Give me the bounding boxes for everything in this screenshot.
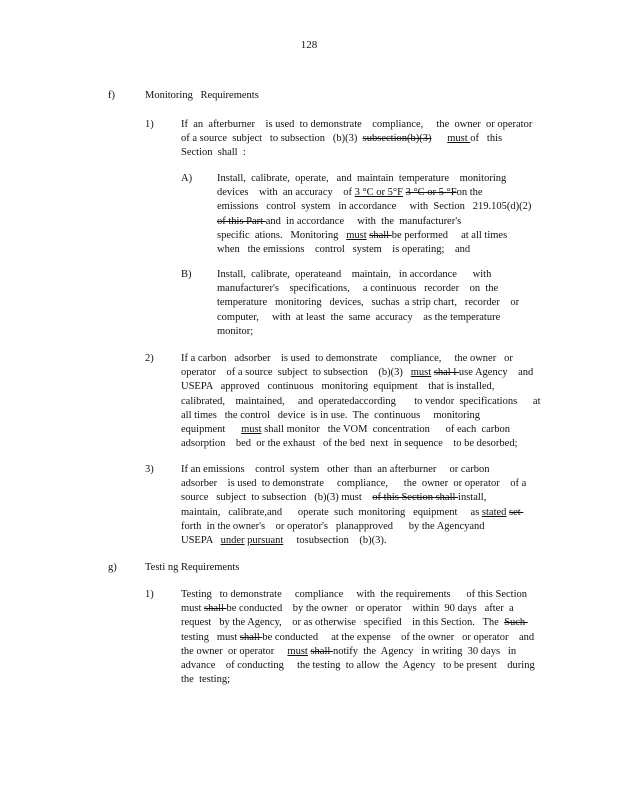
subitem-f1a-number: A) — [181, 173, 193, 184]
section-g-letter: g) — [108, 562, 117, 573]
text-run: USEPA — [181, 535, 221, 547]
deleted-text: shall — [204, 603, 227, 615]
text-line — [217, 200, 531, 214]
section-f-title: Monitoring Requirements — [145, 90, 259, 101]
text-line — [181, 352, 541, 366]
deleted-text: shall — [369, 229, 392, 241]
item-f2-number: 2) — [145, 353, 154, 364]
text-line — [181, 616, 535, 630]
text-line — [181, 437, 541, 451]
item-g1-text — [181, 588, 535, 687]
subitem-f1a-text — [217, 172, 531, 257]
deleted-text: shall — [310, 645, 333, 657]
text-run: Install, calibrate, operate, and maintain temperature monitoring — [217, 173, 507, 184]
text-line — [181, 477, 526, 491]
inserted-text: must — [410, 367, 432, 379]
text-line — [217, 229, 531, 243]
text-line — [181, 132, 532, 146]
item-f1-number: 1) — [145, 119, 154, 130]
inserted-text: 3 °C or 5°F — [354, 187, 403, 199]
text-run: testing must — [181, 631, 240, 643]
text-run: maintain, calibrate,and operate such monitoring equipment as — [181, 506, 482, 518]
text-run: install, — [458, 492, 487, 504]
text-run: specific ations. Monitoring — [217, 229, 347, 241]
deleted-text: shall — [239, 631, 263, 643]
text-run: on the — [456, 187, 483, 199]
text-line — [181, 409, 541, 423]
text-line — [181, 602, 535, 616]
text-line — [181, 520, 526, 534]
text-run: be conducted at the expense of the owner or operator and — [262, 631, 535, 643]
text-line — [217, 325, 519, 339]
inserted-text: must — [447, 133, 471, 145]
text-run: advance of conducting the testing to allow the Agency to be present during — [181, 660, 535, 672]
text-line — [181, 659, 535, 673]
text-run: be conducted by the owner or operator within 90 days after a — [226, 603, 514, 615]
text-line — [181, 463, 526, 477]
deleted-text: of this Section shall — [372, 492, 459, 504]
text-line — [217, 311, 519, 325]
inserted-text: stated — [481, 506, 507, 518]
item-f2-text — [181, 352, 541, 451]
inserted-text: must — [241, 424, 262, 436]
text-run: If a carbon adsorber is used to demonstrate compliance, the owner or — [181, 353, 513, 364]
text-run: tosubsection (b)(3). — [283, 535, 387, 547]
text-run: and in accordance with the manufacturer's — [265, 215, 462, 227]
text-line — [217, 172, 531, 186]
text-run: the owner or operator — [181, 645, 288, 657]
text-run: use Agency and — [458, 367, 534, 379]
text-line — [181, 395, 541, 409]
text-run: Install, calibrate, operateand maintain, in accordance with — [217, 269, 492, 280]
text-line — [181, 506, 526, 520]
deleted-text: 3 °C or 5 °F — [405, 187, 457, 199]
text-run: temperature monitoring devices, suchas a strip chart, recorder or — [217, 297, 520, 309]
text-run: manufacturer's specifications, a continuous recorder on the — [217, 283, 499, 295]
text-run: request by the Agency, or as otherwise specified in this Section. The — [181, 617, 505, 629]
text-run: shall monitor the VOM concentration of each carbon — [261, 424, 511, 436]
item-f3-number: 3) — [145, 464, 154, 475]
subitem-f1b-number: B) — [181, 269, 192, 280]
text-run: If an afterburner is used to demonstrate compliance, the owner or operator — [181, 119, 533, 130]
text-run: monitor; — [217, 325, 254, 337]
text-run: equipment — [181, 424, 242, 436]
section-f-letter: f) — [108, 90, 115, 101]
text-line — [181, 588, 535, 602]
deleted-text: Such — [504, 617, 528, 629]
text-run: USEPA approved continuous monitoring equipment that is installed, — [181, 381, 495, 393]
text-run: the testing; — [181, 674, 230, 686]
text-run: source subject to subsection (b)(3) must — [181, 492, 373, 504]
text-line — [181, 673, 535, 687]
text-line — [181, 146, 532, 160]
inserted-text: must — [287, 645, 308, 657]
inserted-text: must — [346, 229, 367, 241]
text-line — [181, 534, 526, 548]
deleted-text: shal l — [433, 367, 459, 379]
inserted-text: pursuant — [247, 535, 284, 547]
text-run: calibrated, maintained, and operatedaccording to vendor specifications at — [181, 395, 541, 407]
text-run: adsorber is used to demonstrate compliance, the owner or operator of a — [181, 478, 527, 490]
text-run: notify the Agency in writing 30 days in — [332, 645, 517, 657]
text-line — [181, 366, 541, 380]
text-run: all times the control device is in use. The continuous monitoring — [181, 409, 481, 421]
text-run: devices with an accuracy of — [217, 187, 355, 199]
text-line — [181, 118, 532, 132]
text-run: emissions control system in accordance with Section 219.105(d)(2) — [217, 201, 532, 213]
text-run: computer, with at least the same accuracy as the temperature — [217, 311, 501, 323]
inserted-text: under — [220, 535, 245, 547]
text-run: be performed at all times — [391, 229, 508, 241]
text-run: Section shall : — [181, 147, 246, 159]
text-line — [217, 186, 531, 200]
text-run: If an emissions control system other than an afterburner or carbon — [181, 464, 490, 475]
text-run: operator of a source subject to subsection (b)(3) — [181, 367, 411, 379]
text-line — [217, 268, 519, 282]
item-g1-number: 1) — [145, 589, 154, 600]
deleted-text: set — [509, 506, 524, 518]
text-run: when the emissions control system is operating; and — [217, 244, 471, 256]
text-line — [181, 380, 541, 394]
text-line — [217, 215, 531, 229]
deleted-text: subsection(b)(3) — [362, 133, 432, 145]
text-run: of this — [470, 133, 503, 145]
text-line — [181, 645, 535, 659]
text-run: of a source subject to subsection (b)(3) — [181, 133, 363, 145]
subitem-f1b-text — [217, 268, 519, 339]
text-line — [217, 243, 531, 257]
text-run: Testing to demonstrate compliance with the requirements of this Section — [181, 589, 527, 600]
text-line — [181, 631, 535, 645]
text-run: forth in the owner's or operator's planapproved by the Agencyand — [181, 520, 485, 532]
text-line — [181, 491, 526, 505]
text-run: must — [181, 603, 205, 615]
text-line — [217, 282, 519, 296]
deleted-text: of this Part — [217, 215, 266, 227]
item-f3-text — [181, 463, 526, 548]
item-f1-text — [181, 118, 532, 161]
text-run — [432, 133, 448, 144]
section-g-title: Testi ng Requirements — [145, 562, 240, 573]
text-run: adsorption bed or the exhaust of the bed next in sequence to be desorbed; — [181, 438, 518, 450]
text-line — [181, 423, 541, 437]
text-line — [217, 296, 519, 310]
page-number: 128 — [300, 39, 318, 51]
